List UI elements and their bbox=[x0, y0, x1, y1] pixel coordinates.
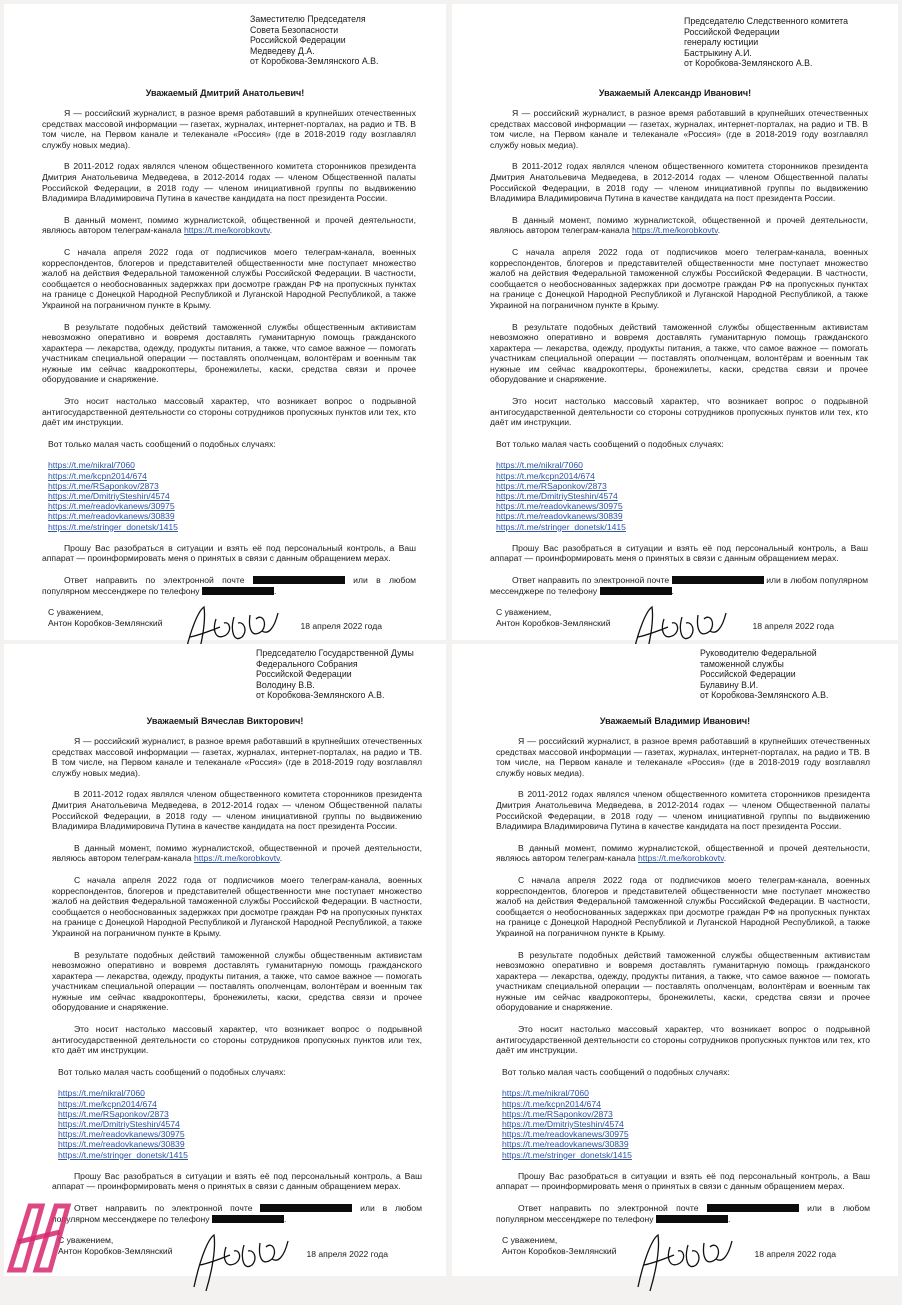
addressee-line: от Коробкова-Землянского А.В. bbox=[684, 58, 813, 69]
link-item[interactable]: https://t.me/readovkanews/30839 bbox=[496, 511, 623, 522]
paragraph-intro: Я — российский журналист, в разное время работавший в крупнейших отечественных средствах массовой информации — газетах, журналах, интернет-порталах, на радио и ТВ. В том числе, на Первом канале и телеканале «Россия» (где в 2018-2019 году возглавлял службу новых медиа). bbox=[42, 108, 416, 150]
greeting: Уважаемый Дмитрий Анатольевич! bbox=[145, 88, 305, 98]
letter-medvedev bbox=[4, 4, 446, 640]
addressee-line: Российской Федерации bbox=[250, 35, 346, 46]
links-intro: Вот только малая часть сообщений о подобных случаях: bbox=[502, 1066, 730, 1077]
signature-icon bbox=[186, 1229, 296, 1299]
link-item[interactable]: https://t.me/RSaponkov/2873 bbox=[496, 480, 607, 491]
channel-text: В данный момент, помимо журналистской, общественной и прочей деятельности, являюсь автором телеграм-канала bbox=[490, 214, 868, 236]
paragraph-consequences: В результате подобных действий таможенной службы общественным активистам невозможно оперативно и вовремя доставлять гуманитарную помощь гражданского характера — лекарства, одежду, продукты питания, а также, что самое важное — помогать участникам специальной операции — поставлять ополченцам, волонтёрам и военным так нужные им сейчас квадрокоптеры, бронежилеты, каски, средства связи и прочее оборудование и снаряжение. bbox=[490, 321, 868, 385]
paragraph-complaints: С начала апреля 2022 года от подписчиков моего телеграм-канала, военных корреспондентов, блогеров и представителей общественности мне поступает множество жалоб на действия Федеральной таможенной службы Российской Федерации. В частности, сообщается о необоснованных задержках при досмотре граждан РФ на пропускных пунктах на границе с Донецкой Народной Республикой и Луганской Народной Республикой, а также Украиной на пограничном пункте в Крыму. bbox=[490, 246, 868, 310]
addressee-line: Совета Безопасности bbox=[250, 24, 339, 35]
link-item[interactable]: https://t.me/readovkanews/30975 bbox=[48, 501, 175, 512]
paragraph-biography: В 2011-2012 годах являлся членом общественного комитета сторонников президента Дмитрия Анатольевича Медведева, в 2012-2014 годах — членом Общественной палаты Российской Федерации, в 2018 году — членом инициативной группы по выдвижению Владимира Владимировича Путина в качестве кандидата на пост президента России. bbox=[42, 161, 416, 204]
link-item[interactable]: https://t.me/DmitriySteshin/4574 bbox=[48, 491, 170, 502]
paragraph-request: Прошу Вас разобраться в ситуации и взять её под персональный контроль, а Ваш аппарат — проинформировать меня о принятых в связи с данным обращением мерах. bbox=[496, 1170, 870, 1192]
links-intro: Вот только малая часть сообщений о подобных случаях: bbox=[496, 438, 724, 449]
contact-text: Ответ направить по электронной почте bbox=[64, 575, 245, 586]
letter-date: 18 апреля 2022 года bbox=[306, 1249, 388, 1260]
redacted-email bbox=[672, 576, 764, 584]
closing-block bbox=[496, 1235, 870, 1305]
redacted-email bbox=[253, 576, 345, 584]
channel-text: В данный момент, помимо журналистской, общественной и прочей деятельности, являюсь автором телеграм-канала bbox=[52, 842, 422, 864]
redacted-phone bbox=[656, 1215, 728, 1223]
addressee-line: Российской Федерации bbox=[256, 669, 352, 680]
link-item[interactable]: https://t.me/nikral/7060 bbox=[496, 460, 583, 471]
contact-text: Ответ направить по электронной почте bbox=[518, 1203, 699, 1214]
redacted-phone bbox=[600, 587, 672, 595]
paragraph-complaints: С начала апреля 2022 года от подписчиков моего телеграм-канала, военных корреспондентов, блогеров и представителей общественности мне поступает множество жалоб на действия Федеральной таможенной службы Российской Федерации. В частности, сообщается о необоснованных задержках при досмотре граждан РФ на пропускных пунктах на границе с Донецкой Народной Республикой и Луганской Народной Республикой, а также Украиной на пограничном пункте в Крыму. bbox=[52, 874, 422, 938]
contact-text: или в любом популярном мессенджере по телефону bbox=[42, 575, 417, 596]
link-item[interactable]: https://t.me/nikral/7060 bbox=[502, 1088, 589, 1099]
letter-body bbox=[52, 736, 422, 1305]
contact-text: Ответ направить по электронной почте bbox=[74, 1203, 253, 1214]
link-item[interactable]: https://t.me/kcpn2014/674 bbox=[496, 470, 595, 481]
letter-date: 18 апреля 2022 года bbox=[752, 621, 834, 632]
redacted-email bbox=[260, 1204, 352, 1212]
addressee-line: Председателю Следственного комитета bbox=[684, 16, 849, 26]
addressee-line: Заместителю Председателя bbox=[250, 14, 366, 24]
link-item[interactable]: https://t.me/kcpn2014/674 bbox=[58, 1098, 157, 1109]
paragraph-request: Прошу Вас разобраться в ситуации и взять её под персональный контроль, а Ваш аппарат — проинформировать меня о принятых в связи с данным обращением мерах. bbox=[490, 542, 868, 564]
paragraph-request: Прошу Вас разобраться в ситуации и взять её под персональный контроль, а Ваш аппарат — проинформировать меня о принятых в связи с данным обращением мерах. bbox=[42, 542, 416, 564]
paragraph-contact: Ответ направить по электронной почте или в любом популярном мессенджере по телефону . bbox=[52, 1203, 423, 1224]
letter-date: 18 апреля 2022 года bbox=[300, 621, 382, 632]
addressee-block bbox=[250, 14, 378, 67]
paragraph-biography: В 2011-2012 годах являлся членом общественного комитета сторонников президента Дмитрия Анатольевича Медведева, в 2012-2014 годах — членом Общественной палаты Российской Федерации, в 2018 году — членом инициативной группы по выдвижению Владимира Владимировича Путина в качестве кандидата на пост президента России. bbox=[52, 789, 422, 832]
link-item[interactable]: https://t.me/DmitriySteshin/4574 bbox=[502, 1119, 624, 1130]
link-item[interactable]: https://t.me/readovkanews/30975 bbox=[502, 1129, 629, 1140]
redacted-phone bbox=[212, 1215, 284, 1223]
links-intro: Вот только малая часть сообщений о подобных случаях: bbox=[58, 1066, 286, 1077]
channel-text: В данный момент, помимо журналистской, общественной и прочей деятельности, являюсь автором телеграм-канала bbox=[42, 214, 416, 236]
addressee-line: Федерального Собрания bbox=[256, 658, 358, 669]
link-item[interactable]: https://t.me/readovkanews/30975 bbox=[58, 1129, 185, 1140]
paragraph-consequences: В результате подобных действий таможенной службы общественным активистам невозможно оперативно и вовремя доставлять гуманитарную помощь гражданского характера — лекарства, одежду, продукты питания, а также, что самое важное — помогать участникам специальной операции — поставлять ополченцам, волонтёрам и военным так нужные им сейчас квадрокоптеры, бронежилеты, каски, средства связи и прочее оборудование и снаряжение. bbox=[52, 949, 422, 1013]
channel-link[interactable]: https://t.me/korobkovtv bbox=[193, 853, 280, 864]
addressee-line: Бастрыкину А.И. bbox=[684, 47, 752, 58]
letter-date: 18 апреля 2022 года bbox=[754, 1249, 836, 1260]
contact-text: или в любом популярном мессенджере по телефону bbox=[52, 1203, 423, 1224]
links-list bbox=[42, 460, 416, 531]
channel-link[interactable]: https://t.me/korobkovtv bbox=[183, 225, 270, 236]
letter-volodin bbox=[4, 644, 446, 1276]
addressee-line: Булавину В.И. bbox=[700, 679, 759, 690]
letter-body bbox=[496, 736, 870, 1305]
paragraph-request: Прошу Вас разобраться в ситуации и взять её под персональный контроль, а Ваш аппарат — проинформировать меня о принятых в связи с данным обращением мерах. bbox=[52, 1170, 422, 1192]
addressee-block bbox=[700, 648, 828, 701]
closing-regards: С уважением, bbox=[58, 1235, 114, 1246]
paragraph-question: Это носит настолько массовый характер, что возникает вопрос о подрывной антигосударственной деятельности со стороны сотрудников пропускных пунктов или тех, кто даёт им инструкции. bbox=[490, 396, 868, 428]
addressee-line: Руководителю Федеральной bbox=[700, 648, 817, 658]
paragraph-biography: В 2011-2012 годах являлся членом общественного комитета сторонников президента Дмитрия Анатольевича Медведева, в 2012-2014 годах — членом Общественной палаты Российской Федерации, в 2018 году — членом инициативной группы по выдвижению Владимира Владимировича Путина в качестве кандидата на пост президента России. bbox=[490, 161, 868, 204]
link-item[interactable]: https://t.me/nikral/7060 bbox=[58, 1088, 145, 1099]
addressee-block bbox=[684, 16, 848, 69]
paragraph-consequences: В результате подобных действий таможенной службы общественным активистам невозможно оперативно и вовремя доставлять гуманитарную помощь гражданского характера — лекарства, одежду, продукты питания, а также, что самое важное — помогать участникам специальной операции — поставлять ополченцам, волонтёрам и военным так нужные им сейчас квадрокоптеры, бронежилеты, каски, средства связи и прочее оборудование и снаряжение. bbox=[42, 321, 416, 385]
channel-link[interactable]: https://t.me/korobkovtv bbox=[637, 853, 724, 864]
paragraph-channel: В данный момент, помимо журналистской, общественной и прочей деятельности, являюсь автором телеграм-канала https://t.me/korobkovtv. bbox=[42, 214, 416, 236]
addressee-line: Медведеву Д.А. bbox=[250, 45, 315, 56]
redacted-phone bbox=[202, 587, 274, 595]
paragraph-complaints: С начала апреля 2022 года от подписчиков моего телеграм-канала, военных корреспондентов, блогеров и представителей общественности мне поступает множество жалоб на действия Федеральной таможенной службы Российской Федерации. В частности, сообщается о необоснованных задержках при досмотре граждан РФ на пропускных пунктах на границе с Донецкой Народной Республикой и Луганской Народной Республикой, а также Украиной на пограничном пункте в Крыму. bbox=[42, 246, 416, 310]
paragraph-biography: В 2011-2012 годах являлся членом общественного комитета сторонников президента Дмитрия Анатольевича Медведева, в 2012-2014 годах — членом Общественной палаты Российской Федерации, в 2018 году — членом инициативной группы по выдвижению Владимира Владимировича Путина в качестве кандидата на пост президента России. bbox=[496, 789, 870, 832]
link-item[interactable]: https://t.me/readovkanews/30975 bbox=[496, 501, 623, 512]
addressee-line: от Коробкова-Землянского А.В. bbox=[256, 690, 385, 701]
signature-icon bbox=[630, 1229, 740, 1299]
paragraph-channel: В данный момент, помимо журналистской, общественной и прочей деятельности, являюсь автором телеграм-канала https://t.me/korobkovtv. bbox=[52, 842, 422, 864]
paragraph-intro: Я — российский журналист, в разное время работавший в крупнейших отечественных средствах массовой информации — газетах, журналах, интернет-порталах, на радио и ТВ. В том числе, на Первом канале и телеканале «Россия» (где в 2018-2019 году возглавлял службу новых медиа). bbox=[52, 736, 422, 778]
link-item[interactable]: https://t.me/readovkanews/30839 bbox=[58, 1139, 185, 1150]
letter-body bbox=[42, 108, 416, 677]
greeting: Уважаемый Владимир Иванович! bbox=[599, 716, 751, 726]
paragraph-channel: В данный момент, помимо журналистской, общественной и прочей деятельности, являюсь автором телеграм-канала https://t.me/korobkovtv. bbox=[496, 842, 870, 864]
paragraph-contact: Ответ направить по электронной почте или в любом популярном мессенджере по телефону . bbox=[42, 575, 417, 596]
contact-text: или в любом популярном мессенджере по телефону bbox=[496, 1203, 871, 1224]
paragraph-channel: В данный момент, помимо журналистской, общественной и прочей деятельности, являюсь автором телеграм-канала https://t.me/korobkovtv. bbox=[490, 214, 868, 236]
link-item[interactable]: https://t.me/stringer_donetsk/1415 bbox=[58, 1149, 188, 1160]
link-item[interactable]: https://t.me/nikral/7060 bbox=[48, 460, 135, 471]
link-item[interactable]: https://t.me/stringer_donetsk/1415 bbox=[502, 1149, 632, 1160]
closing-regards: С уважением, bbox=[48, 607, 104, 618]
link-item[interactable]: https://t.me/RSaponkov/2873 bbox=[58, 1108, 169, 1119]
closing-author: Антон Коробков-Землянский bbox=[496, 617, 611, 628]
paragraph-contact: Ответ направить по электронной почте или в любом популярном мессенджере по телефону . bbox=[490, 575, 869, 596]
addressee-line: Володину В.В. bbox=[256, 679, 315, 690]
paragraph-question: Это носит настолько массовый характер, что возникает вопрос о подрывной антигосударственной деятельности со стороны сотрудников пропускных пунктов или тех, кто даёт им инструкции. bbox=[52, 1024, 422, 1056]
paragraph-question: Это носит настолько массовый характер, что возникает вопрос о подрывной антигосударственной деятельности со стороны сотрудников пропускных пунктов или тех, кто даёт им инструкции. bbox=[496, 1024, 870, 1056]
links-list bbox=[52, 1088, 422, 1159]
contact-text: или в любом популярном мессенджере по телефону bbox=[490, 575, 869, 596]
channel-link[interactable]: https://t.me/korobkovtv bbox=[631, 225, 718, 236]
letter-bastrykin bbox=[452, 4, 898, 640]
links-list bbox=[496, 1088, 870, 1159]
paragraph-intro: Я — российский журналист, в разное время работавший в крупнейших отечественных средствах массовой информации — газетах, журналах, интернет-порталах, на радио и ТВ. В том числе, на Первом канале и телеканале «Россия» (где в 2018-2019 году возглавлял службу новых медиа). bbox=[496, 736, 870, 778]
contact-text: Ответ направить по электронной почте bbox=[512, 575, 670, 586]
greeting: Уважаемый Вячеслав Викторович! bbox=[146, 716, 304, 726]
channel-text: В данный момент, помимо журналистской, общественной и прочей деятельности, являюсь автором телеграм-канала bbox=[496, 842, 870, 864]
addressee-line: от Коробкова-Землянского А.В. bbox=[250, 56, 379, 67]
closing-block bbox=[52, 1235, 422, 1305]
addressee-line: Российской Федерации bbox=[684, 26, 780, 37]
link-item[interactable]: https://t.me/DmitriySteshin/4574 bbox=[58, 1119, 180, 1130]
link-item[interactable]: https://t.me/readovkanews/30839 bbox=[502, 1139, 629, 1150]
link-item[interactable]: https://t.me/kcpn2014/674 bbox=[502, 1098, 601, 1109]
closing-author: Антон Коробков-Землянский bbox=[58, 1245, 173, 1256]
link-item[interactable]: https://t.me/RSaponkov/2873 bbox=[48, 480, 159, 491]
letter-body bbox=[490, 108, 868, 677]
link-item[interactable]: https://t.me/kcpn2014/674 bbox=[48, 470, 147, 481]
closing-author: Антон Коробков-Землянский bbox=[48, 617, 163, 628]
link-item[interactable]: https://t.me/stringer_donetsk/1415 bbox=[48, 521, 178, 532]
paragraph-consequences: В результате подобных действий таможенной службы общественным активистам невозможно оперативно и вовремя доставлять гуманитарную помощь гражданского характера — лекарства, одежду, продукты питания, а также, что самое важное — помогать участникам специальной операции — поставлять ополченцам, волонтёрам и военным так нужные им сейчас квадрокоптеры, бронежилеты, каски, средства связи и прочее оборудование и снаряжение. bbox=[496, 949, 870, 1013]
paragraph-intro: Я — российский журналист, в разное время работавший в крупнейших отечественных средствах массовой информации — газетах, журналах, интернет-порталах, на радио и ТВ. В том числе, на Первом канале и телеканале «Россия» (где в 2018-2019 году возглавлял службу новых медиа). bbox=[490, 108, 868, 150]
addressee-line: Российской Федерации bbox=[700, 669, 796, 680]
addressee-block bbox=[256, 648, 414, 701]
links-intro: Вот только малая часть сообщений о подобных случаях: bbox=[48, 438, 276, 449]
paragraph-complaints: С начала апреля 2022 года от подписчиков моего телеграм-канала, военных корреспондентов, блогеров и представителей общественности мне поступает множество жалоб на действия Федеральной таможенной службы Российской Федерации. В частности, сообщается о необоснованных задержках при досмотре граждан РФ на пропускных пунктах на границе с Донецкой Народной Республикой и Луганской Народной Республикой, а также Украиной на пограничном пункте в Крыму. bbox=[496, 874, 870, 938]
paragraph-question: Это носит настолько массовый характер, что возникает вопрос о подрывной антигосударственной деятельности со стороны сотрудников пропускных пунктов или тех, кто даёт им инструкции. bbox=[42, 396, 416, 428]
greeting: Уважаемый Александр Иванович! bbox=[598, 88, 752, 98]
addressee-line: Председателю Государственной Думы bbox=[256, 648, 414, 658]
link-item[interactable]: https://t.me/readovkanews/30839 bbox=[48, 511, 175, 522]
links-list bbox=[490, 460, 868, 531]
letter-bulavin bbox=[452, 644, 898, 1276]
addressee-line: генералу юстиции bbox=[684, 37, 759, 48]
closing-regards: С уважением, bbox=[502, 1235, 558, 1246]
channel-logo-icon bbox=[2, 1196, 74, 1276]
link-item[interactable]: https://t.me/RSaponkov/2873 bbox=[502, 1108, 613, 1119]
closing-author: Антон Коробков-Землянский bbox=[502, 1245, 617, 1256]
paragraph-contact: Ответ направить по электронной почте или в любом популярном мессенджере по телефону . bbox=[496, 1203, 871, 1224]
closing-regards: С уважением, bbox=[496, 607, 552, 618]
addressee-line: таможенной службы bbox=[700, 658, 784, 669]
redacted-email bbox=[707, 1204, 799, 1212]
link-item[interactable]: https://t.me/stringer_donetsk/1415 bbox=[496, 521, 626, 532]
addressee-line: от Коробкова-Землянского А.В. bbox=[700, 690, 829, 701]
link-item[interactable]: https://t.me/DmitriySteshin/4574 bbox=[496, 491, 618, 502]
